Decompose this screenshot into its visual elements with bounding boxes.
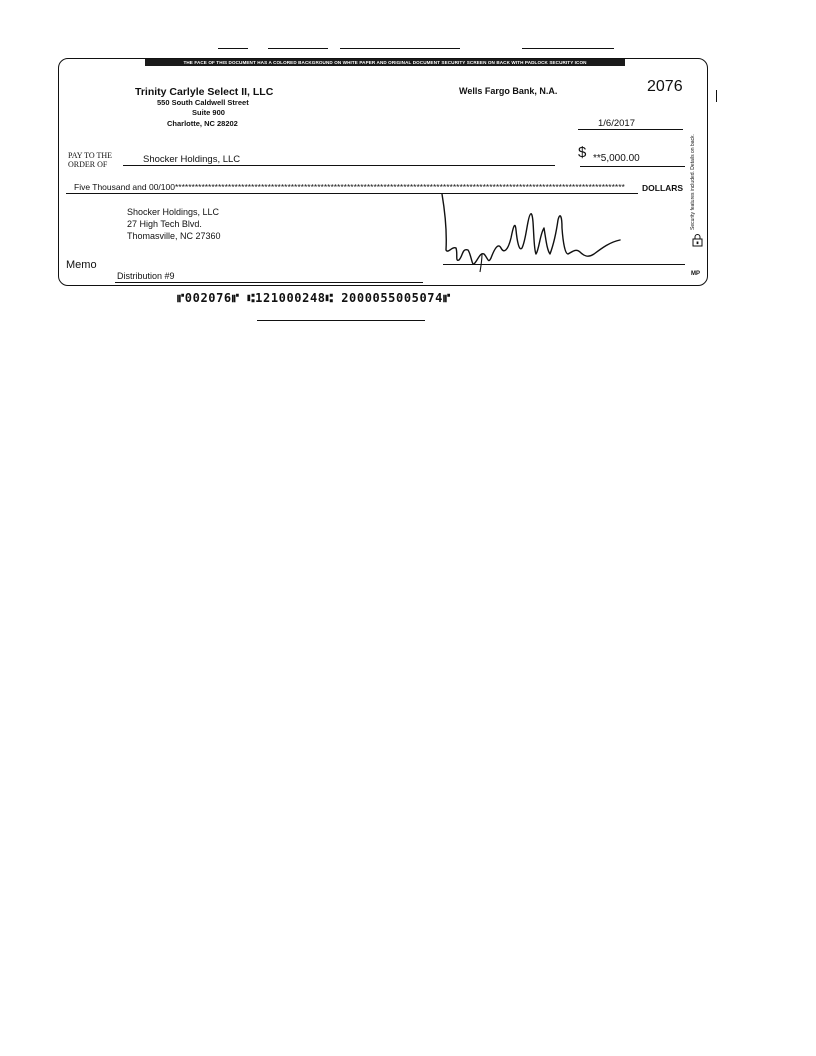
- payer-suite: Suite 900: [192, 108, 225, 117]
- payee-address-street: 27 High Tech Blvd.: [127, 219, 202, 229]
- scan-line: [257, 320, 425, 321]
- scan-mark: [716, 90, 717, 102]
- memo-text: Distribution #9: [117, 271, 175, 281]
- memo-label: Memo: [66, 259, 97, 271]
- date-line: [578, 129, 683, 130]
- bank-name: Wells Fargo Bank, N.A.: [459, 86, 558, 96]
- order-of-label: ORDER OF: [68, 160, 108, 169]
- dollar-sign: $: [578, 144, 587, 161]
- payee-address-city: Thomasville, NC 27360: [127, 231, 221, 241]
- payee-line: [123, 165, 555, 166]
- mp-mark: MP: [691, 271, 700, 277]
- scan-line: [522, 48, 614, 49]
- payee-name: Shocker Holdings, LLC: [143, 154, 241, 165]
- amount-figures: **5,000.00: [593, 153, 640, 164]
- security-note: Security features included. Details on back.: [690, 134, 696, 230]
- micr-line: ⑈002076⑈ ⑆121000248⑆ 2000055005074⑈: [177, 291, 451, 305]
- check-number: 2076: [647, 78, 683, 95]
- payee-address-name: Shocker Holdings, LLC: [127, 207, 220, 217]
- padlock-icon: [692, 233, 703, 247]
- scan-line: [218, 48, 248, 49]
- security-banner: THE FACE OF THIS DOCUMENT HAS A COLORED BACKGROUND ON WHITE PAPER AND ORIGINAL DOCUMENT SECURITY SCREEN ON BACK WITH PADLOCK SECURITY ICON: [145, 59, 625, 66]
- payer-street: 550 South Caldwell Street: [157, 98, 249, 107]
- amount-words: Five Thousand and 00/100****************************************************************************************************************************************: [74, 182, 625, 192]
- payer-city: Charlotte, NC 28202: [167, 119, 238, 128]
- payer-name: Trinity Carlyle Select II, LLC: [135, 86, 274, 98]
- scan-line: [340, 48, 460, 49]
- signature-line: [443, 264, 685, 265]
- memo-line: [115, 282, 423, 283]
- pay-to-label: PAY TO THE: [68, 151, 113, 160]
- scan-line: [268, 48, 328, 49]
- dollars-label: DOLLARS: [642, 183, 684, 193]
- amount-line: [580, 166, 685, 167]
- check-date: 1/6/2017: [598, 118, 635, 129]
